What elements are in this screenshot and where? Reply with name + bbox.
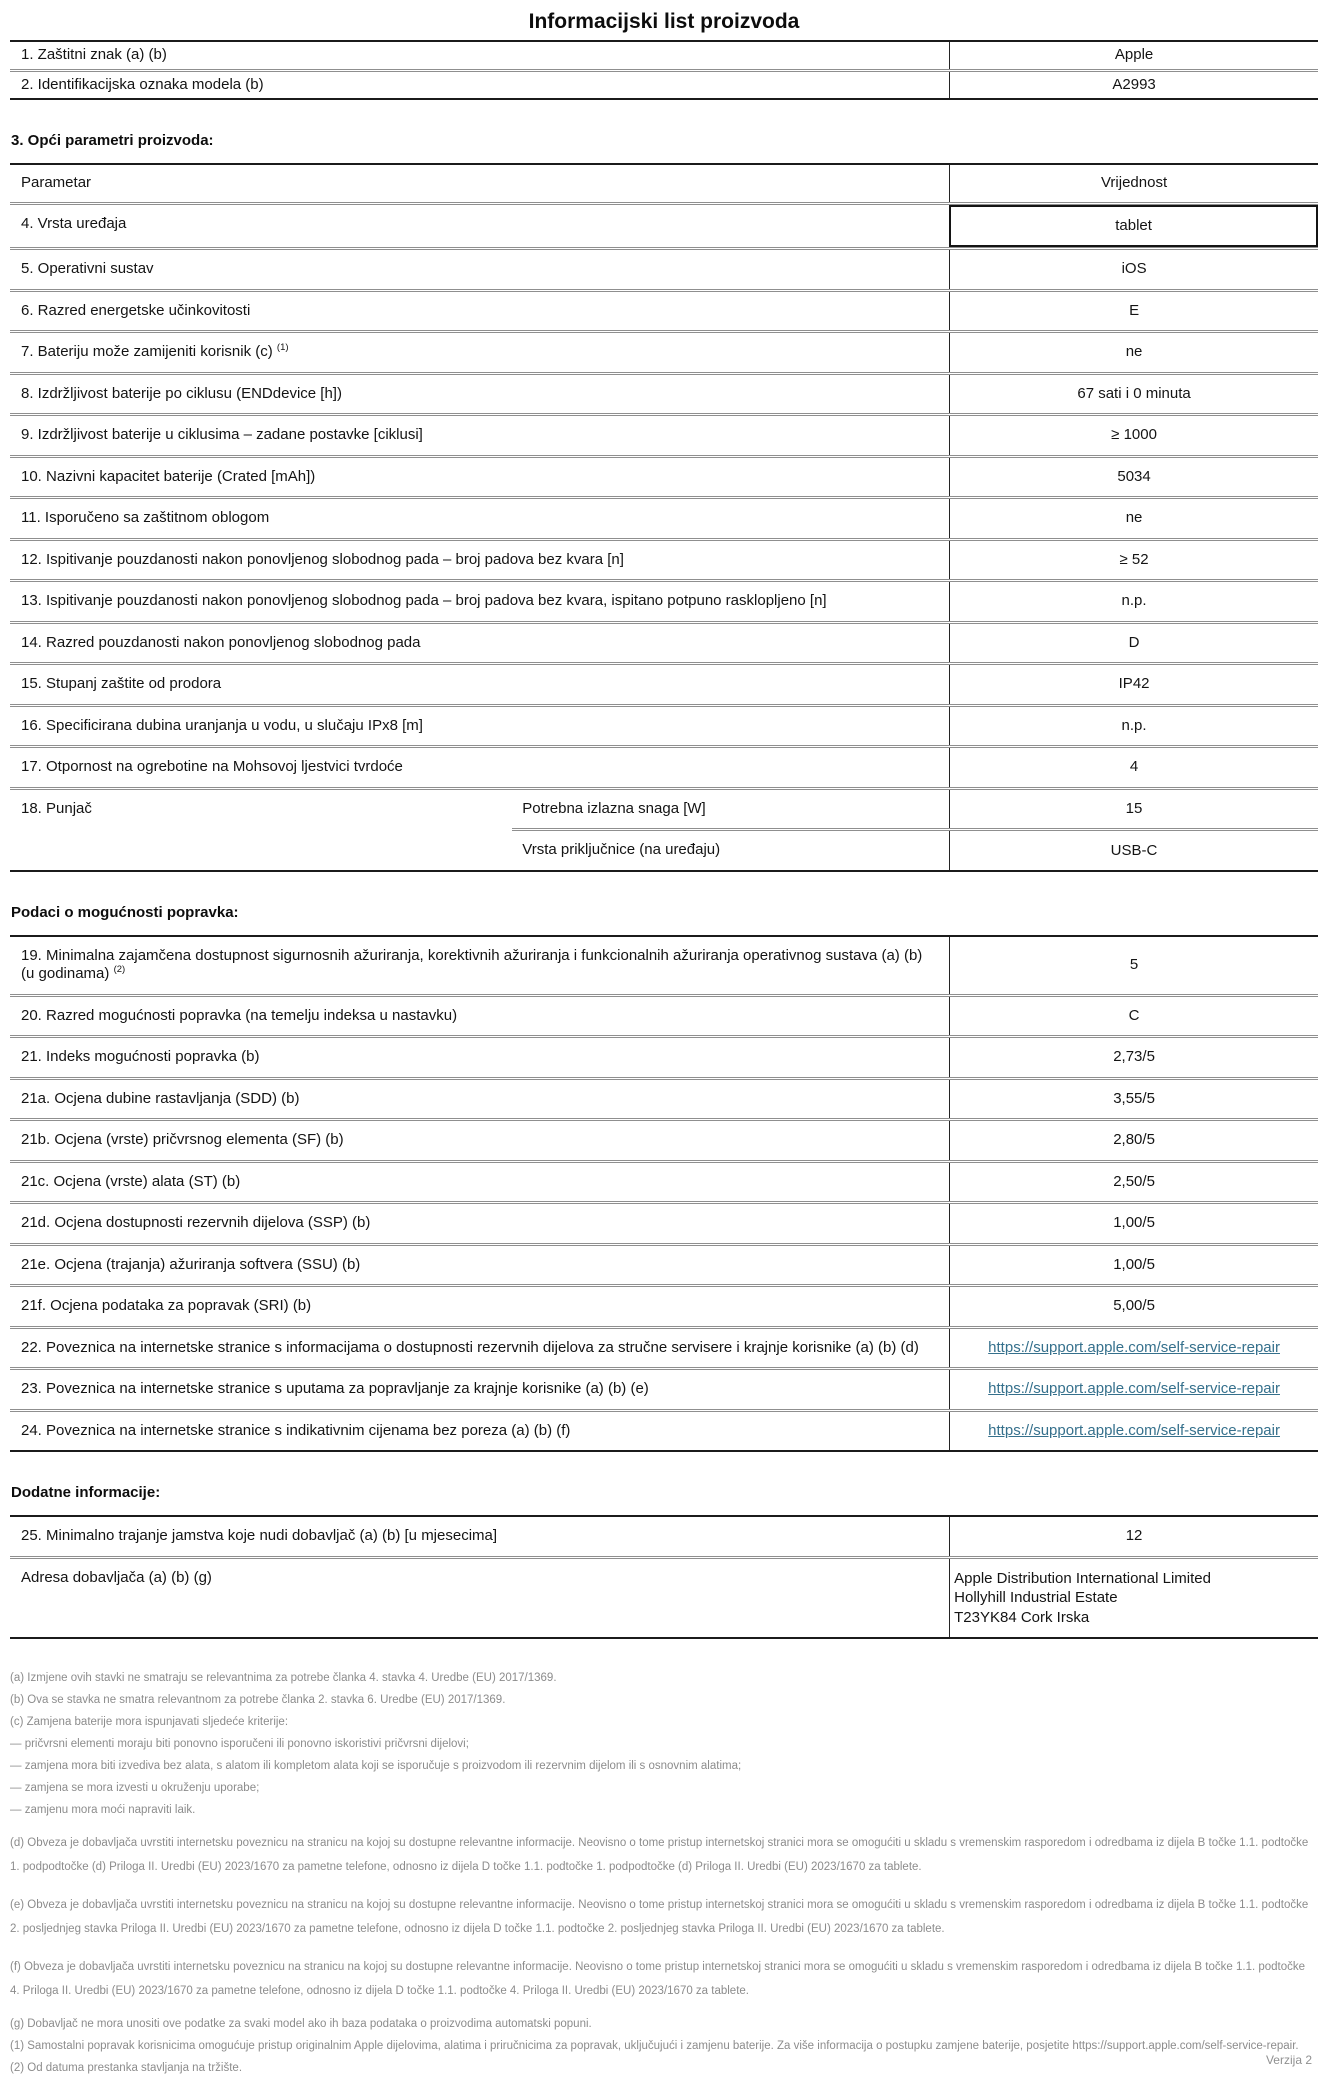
row-value: n.p. — [949, 707, 1318, 746]
row-label: 8. Izdržljivost baterije po ciklusu (ENDdevice [h]) — [21, 384, 342, 402]
address-line: Hollyhill Industrial Estate — [954, 1589, 1118, 1606]
row-label: 21. Indeks mogućnosti popravka (b) — [21, 1048, 260, 1065]
table-row — [10, 1326, 1318, 1368]
row-value: A2993 — [949, 72, 1318, 99]
additional-info-table — [10, 1515, 1318, 1639]
footnote-item: (1) Samostalni popravak korisnicima omogućuje pristup originalnim Apple dijelovima, alatima i priručnicima za popravak, uključujući i zamjenu baterije. Za više informacija o postupku zamjene baterije, posjetite https://support.apple.com/self-service-repair. — [10, 2040, 1299, 2052]
footnote-item: (b) Ova se stavka ne smatra relevantnom za potrebe članka 2. stavka 6. Uredbe (EU) 2017/1369. — [10, 1694, 506, 1706]
row-label: 12. Ispitivanje pouzdanosti nakon ponovljenog slobodnog pada – broj padova bez kvara [n] — [21, 550, 624, 568]
table-row — [10, 937, 1318, 994]
sub-parameter-label: Vrsta priključnice (na uređaju) — [522, 841, 721, 858]
footnote-item: (2) Od datuma prestanka stavljanja na tržište. — [10, 2062, 243, 2074]
row-value: 1,00/5 — [949, 1204, 1318, 1243]
table-row — [10, 247, 1318, 289]
row-label: 21b. Ocjena (vrste) pričvrsnog elementa (SF) (b) — [21, 1131, 344, 1148]
row-value: E — [949, 292, 1318, 331]
row-value: D — [949, 624, 1318, 663]
column-header-value: Vrijednost — [949, 165, 1318, 202]
row-label: 24. Poveznica na internetske stranice s indikativnim cijenama bez poreza (a) (b) (f) — [21, 1421, 571, 1439]
address-line: T23YK84 Cork Irska — [954, 1608, 1090, 1626]
footnote-dash: — zamjena mora biti izvediva bez alata, s alatom ili kompletom alata koji se isporučuje s proizvodom ili rezervnim dijelom ili s osnovnim alatima; — [10, 1760, 742, 1772]
footnote-item: (a) Izmjene ovih stavki ne smatraju se relevantnima za potrebe članka 4. stavka 4. Uredbe (EU) 2017/1369. — [10, 1672, 557, 1684]
support-link[interactable]: https://support.apple.com/self-service-repair — [988, 1338, 1280, 1356]
row-label: 16. Specificirana dubina uranjanja u vodu, u slučaju IPx8 [m] — [21, 716, 423, 734]
row-value: 4 — [949, 748, 1318, 787]
row-label: Adresa dobavljača (a) (b) (g) — [21, 1568, 212, 1586]
table-row — [10, 579, 1318, 621]
footnote-para: (f) Obveza je dobavljača uvrstiti internetsku poveznicu na stranicu na kojoj su dostupne relevantne informacije. Neovisno o tome pristup internetskoj stranici mora se omogućiti u skladu s vremenskim rasporedom i odredbama iz dijela B točke 1.1. podtočke 4. Priloga II. Uredbi (EU) 2023/1670 za pametne telefone, odnosno iz dijela D točke 1.1. podtočke 4. Priloga II. Uredbi (EU) 2023/1670 za tablete. — [10, 1961, 1306, 1997]
row-label: 11. Isporučeno sa zaštitnom oblogom — [21, 509, 270, 526]
row-value: ≥ 1000 — [949, 416, 1318, 455]
table-row — [10, 745, 1318, 787]
row-value: 2,73/5 — [949, 1038, 1318, 1077]
row-label: 19. Minimalna zajamčena dostupnost sigurnosnih ažuriranja, korektivnih ažuriranja i funkcionalnih ažuriranja operativnog sustava (a) (b) (u godinama) $^{(2)}$ — [21, 946, 923, 982]
row-value: ne — [949, 333, 1318, 372]
row-label: 23. Poveznica na internetske stranice s uputama za popravljanje za krajnje korisnike (a) (b) (e) — [21, 1380, 649, 1397]
table-row — [10, 413, 1318, 455]
table-row — [10, 704, 1318, 746]
row-label: 4. Vrsta uređaja — [21, 214, 127, 232]
table-row — [10, 1243, 1318, 1285]
table-row — [10, 1077, 1318, 1119]
table-row — [10, 496, 1318, 538]
row-value — [949, 1329, 1318, 1368]
footnote-para: (e) Obveza je dobavljača uvrstiti internetsku poveznicu na stranicu na kojoj su dostupne relevantne informacije. Neovisno o tome pristup internetskoj stranici mora se omogućiti u skladu s vremenskim rasporedom i odredbama iz dijela B točke 1.1. podtočke 2. posljednjeg stavka Priloga II. Uredbi (EU) 2023/1670 za pametne telefone, odnosno iz dijela D točke 1.1. podtočke 2. posljednjeg stavka Priloga II. Uredbi (EU) 2023/1670 za tablete. — [10, 1899, 1309, 1935]
footnote-reference: (2) — [113, 964, 126, 975]
address-line: Apple Distribution International Limited — [954, 1569, 1211, 1587]
footnote-para: (d) Obveza je dobavljača uvrstiti internetsku poveznicu na stranicu na kojoj su dostupne relevantne informacije. Neovisno o tome pristup internetskoj stranici mora se omogućiti u skladu s vremenskim rasporedom i odredbama iz dijela B točke 1.1. podtočke 1. podpodtočke (d) Priloga II. Uredbi (EU) 2023/1670 za pametne telefone, odnosno iz dijela D točke 1.1. podtočke 1. podpodtočke (d) Priloga II. Uredbi (EU) 2023/1670 za tablete. — [10, 1837, 1309, 1873]
table-row — [10, 455, 1318, 497]
footnote-item: (g) Dobavljač ne mora unositi ove podatke za svaki model ako ih baza podataka o proizvodima automatski popuni. — [10, 2018, 592, 2030]
table-row — [10, 787, 1318, 870]
table-row — [10, 621, 1318, 663]
row-label: 7. Bateriju može zamijeniti korisnik (c) $^{(1)}$ — [21, 342, 289, 360]
row-value — [949, 1370, 1318, 1409]
table-row — [10, 1284, 1318, 1326]
row-value: 1,00/5 — [949, 1246, 1318, 1285]
row-value: ≥ 52 — [949, 541, 1318, 580]
section-additional-heading: Dodatne informacije: — [11, 1484, 161, 1501]
row-value: Apple — [949, 42, 1318, 69]
row-label: 21a. Ocjena dubine rastavljanja (SDD) (b) — [21, 1089, 300, 1107]
table-row — [10, 1160, 1318, 1202]
row-value: USB-C — [949, 831, 1318, 870]
table-row — [10, 1367, 1318, 1409]
row-label: 17. Otpornost na ogrebotine na Mohsovoj ljestvici tvrdoće — [21, 758, 403, 775]
row-value: 2,50/5 — [949, 1163, 1318, 1202]
table-row — [10, 1118, 1318, 1160]
table-header-row — [10, 165, 1318, 202]
row-label: 20. Razred mogućnosti popravka (na temelju indeksa u nastavku) — [21, 1006, 458, 1024]
row-value: 3,55/5 — [949, 1080, 1318, 1119]
table-row — [10, 1201, 1318, 1243]
row-value: IP42 — [949, 665, 1318, 704]
row-label: 21f. Ocjena podataka za popravak (SRI) (b) — [21, 1297, 312, 1314]
row-value: ne — [949, 499, 1318, 538]
table-row — [10, 330, 1318, 372]
table-row — [10, 372, 1318, 414]
row-value: tablet — [949, 205, 1318, 248]
row-value: 5 — [949, 937, 1318, 994]
support-link[interactable]: https://support.apple.com/self-service-repair — [988, 1421, 1280, 1439]
row-label: 10. Nazivni kapacitet baterije (Crated [mAh]) — [21, 467, 316, 485]
charger-subrow — [512, 790, 1318, 829]
table-row — [10, 42, 1318, 69]
table-row — [10, 994, 1318, 1036]
table-row — [10, 1035, 1318, 1077]
row-value: 5034 — [949, 458, 1318, 497]
row-label: 21e. Ocjena (trajanja) ažuriranja softvera (SSU) (b) — [21, 1255, 361, 1273]
row-value: C — [949, 997, 1318, 1036]
footnote-dash: — zamjena se mora izvesti u okruženju uporabe; — [10, 1782, 260, 1794]
section-general-heading: 3. Opći parametri proizvoda: — [11, 132, 214, 149]
section-repair-heading: Podaci o mogućnosti popravka: — [11, 903, 239, 921]
row-label: 25. Minimalno trajanje jamstva koje nudi dobavljač (a) (b) [u mjesecima] — [21, 1527, 498, 1544]
sub-parameter-label: Potrebna izlazna snaga [W] — [522, 799, 706, 817]
footnote-dash: — zamjenu mora moći napraviti laik. — [10, 1804, 196, 1816]
footnote-reference: (1) — [276, 342, 289, 353]
repairability-table — [10, 935, 1318, 1453]
footnote-dash: — pričvrsni elementi moraju biti ponovno isporučeni ili ponovno iskoristivi pričvrsni dijelovi; — [10, 1738, 469, 1750]
table-row — [10, 1556, 1318, 1638]
row-value: iOS — [949, 250, 1318, 289]
support-link[interactable]: https://support.apple.com/self-service-repair — [988, 1380, 1280, 1397]
table-row — [10, 662, 1318, 704]
row-value: 15 — [949, 790, 1318, 829]
row-label: 21c. Ocjena (vrste) alata (ST) (b) — [21, 1172, 241, 1190]
footnote-item: (c) Zamjena baterije mora ispunjavati sljedeće kriterije: — [10, 1716, 289, 1728]
column-header-parameter: Parametar — [21, 174, 92, 191]
table-row — [10, 538, 1318, 580]
general-parameters-table — [10, 163, 1318, 872]
row-value: 5,00/5 — [949, 1287, 1318, 1326]
row-label: 13. Ispitivanje pouzdanosti nakon ponovljenog slobodnog pada – broj padova bez kvara, ispitano potpuno rasklopljeno [n] — [21, 592, 827, 609]
row-label: 9. Izdržljivost baterije u ciklusima – zadane postavke [ciklusi] — [21, 426, 423, 443]
row-label: 14. Razred pouzdanosti nakon ponovljenog slobodnog pada — [21, 633, 421, 651]
table-row — [10, 1409, 1318, 1451]
version-label: Verzija 2 — [1265, 2053, 1312, 2067]
row-label: 18. Punjač — [21, 799, 92, 817]
row-value — [949, 1412, 1318, 1451]
charger-subrow — [512, 828, 1318, 870]
row-label: 1. Zaštitni znak (a) (b) — [21, 46, 167, 63]
row-value: 2,80/5 — [949, 1121, 1318, 1160]
row-label: 2. Identifikacijska oznaka modela (b) — [21, 75, 264, 93]
table-row — [10, 69, 1318, 99]
row-label: 5. Operativni sustav — [21, 260, 154, 277]
row-label: 15. Stupanj zaštite od prodora — [21, 675, 222, 692]
table-row — [10, 289, 1318, 331]
row-label: 22. Poveznica na internetske stranice s informacijama o dostupnosti rezervnih dijelova za stručne servisere i krajnje korisnike (a) (b) (d) — [21, 1338, 919, 1356]
row-value: 67 sati i 0 minuta — [949, 375, 1318, 414]
identity-table — [10, 40, 1318, 100]
row-value: 12 — [949, 1517, 1318, 1556]
page-title: Informacijski list proizvoda — [528, 10, 800, 33]
charger-subgrid — [512, 790, 1318, 870]
row-label: 21d. Ocjena dostupnosti rezervnih dijelova (SSP) (b) — [21, 1214, 371, 1231]
footnotes — [10, 1671, 1318, 2075]
table-row — [10, 202, 1318, 248]
row-value: n.p. — [949, 582, 1318, 621]
table-row — [10, 1517, 1318, 1556]
row-value — [949, 1559, 1318, 1638]
row-label: 6. Razred energetske učinkovitosti — [21, 301, 251, 319]
